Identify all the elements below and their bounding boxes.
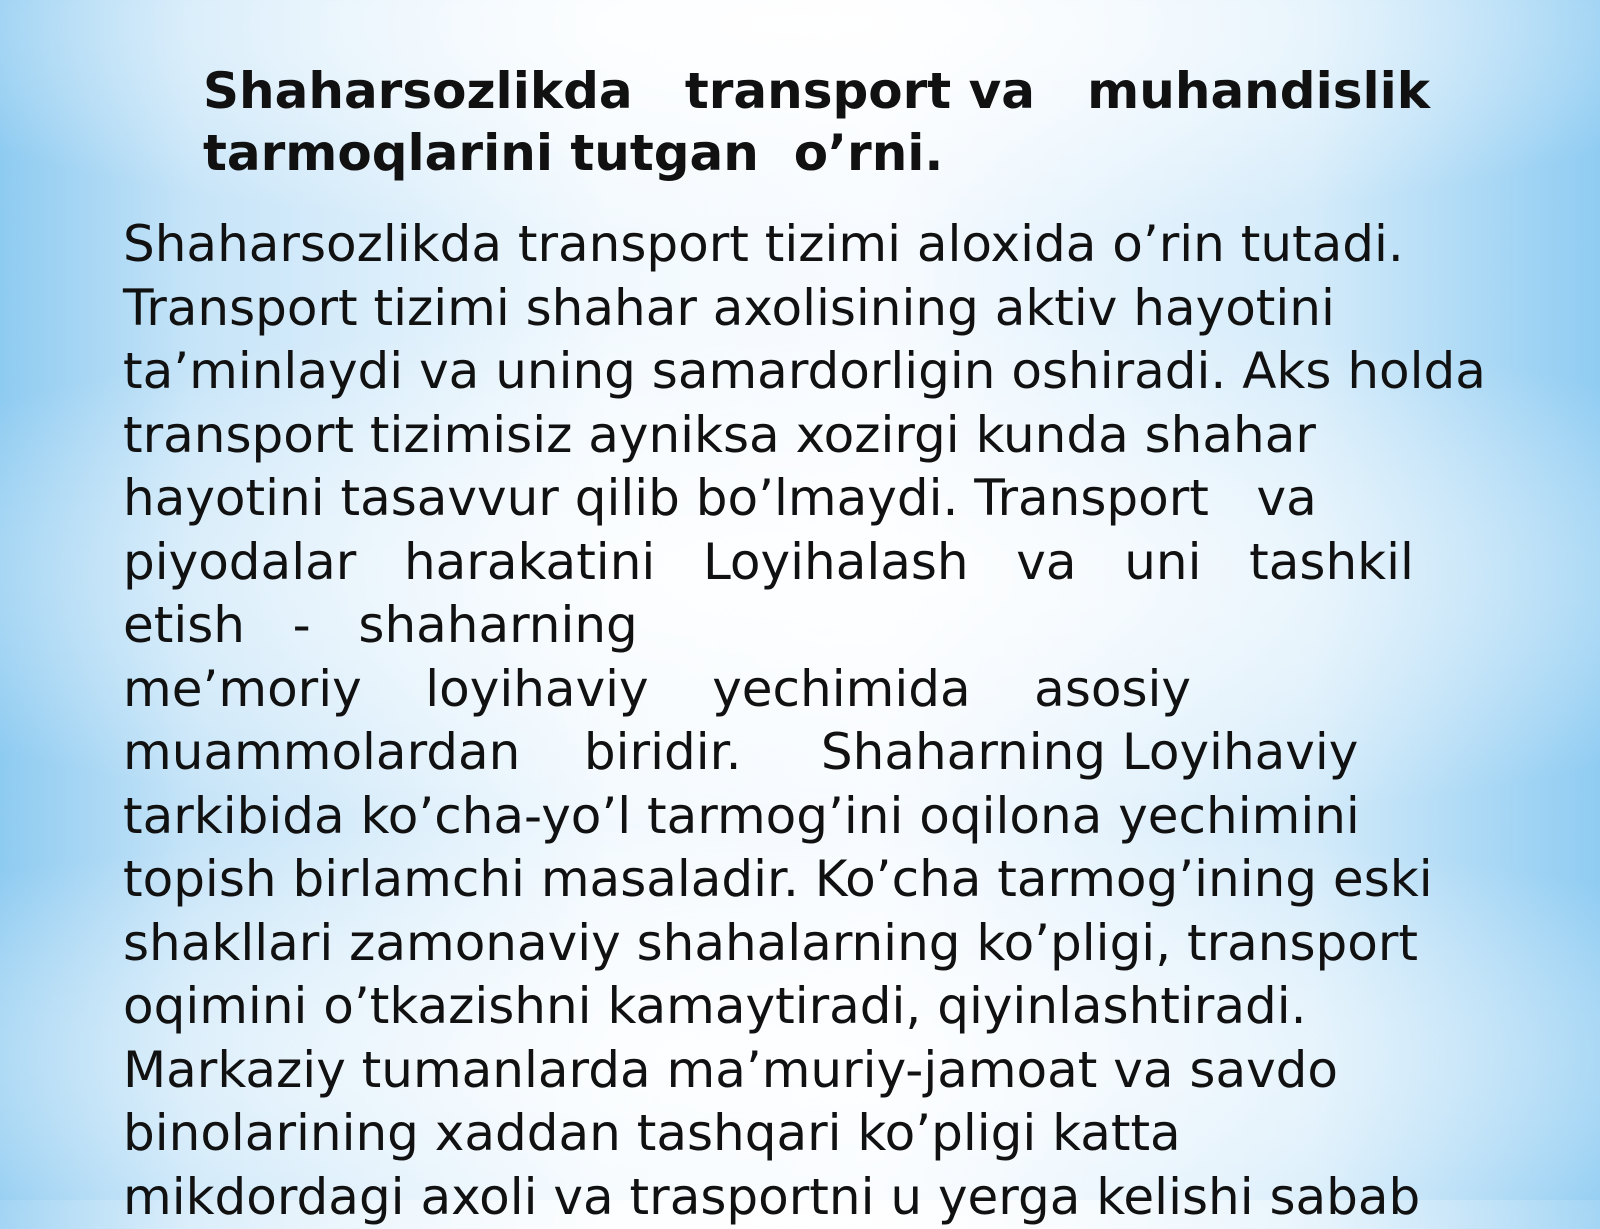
body-line: Shaharsozlikda transport tizimi aloxida o’rin tutadi. [123,213,1563,277]
body-line: Transport tizimi shahar axolisining aktiv hayotini [123,277,1563,341]
body-line: mikdordagi axoli va trasportni u yerga kelishi sabab [123,1166,1563,1229]
body-line: transport tizimisiz ayniksa xozirgi kunda shahar [123,404,1563,468]
body-line: piyodalar harakatini Loyihalash va uni tashkil [123,531,1563,595]
body-line: oqimini o’tkazishni kamaytiradi, qiyinlashtiradi. [123,975,1563,1039]
body-line: ta’minlaydi va uning samardorligin oshiradi. Aks holda [123,340,1563,404]
body-line: muammolardan biridir. Shaharning Loyihaviy [123,721,1563,785]
slide-body [123,213,1563,1229]
body-line: binolarining xaddan tashqari ko’pligi katta [123,1102,1563,1166]
body-line: etish - shaharning [123,594,1563,658]
body-line: me’moriy loyihaviy yechimida asosiy [123,658,1563,722]
slide-title [203,60,1403,184]
slide-title-line: Shaharsozlikda transport va muhandislik [203,60,1403,122]
body-line: Markaziy tumanlarda ma’muriy-jamoat va savdo [123,1039,1563,1103]
body-line: topish birlamchi masaladir. Ko’cha tarmog’ining eski [123,848,1563,912]
body-line: shakllari zamonaviy shahalarning ko’pligi, transport [123,912,1563,976]
body-line: hayotini tasavvur qilib bo’lmaydi. Transport va [123,467,1563,531]
body-line: tarkibida ko’cha-yo’l tarmog’ini oqilona yechimini [123,785,1563,849]
slide-title-line: tarmoqlarini tutgan o’rni. [203,122,1403,184]
